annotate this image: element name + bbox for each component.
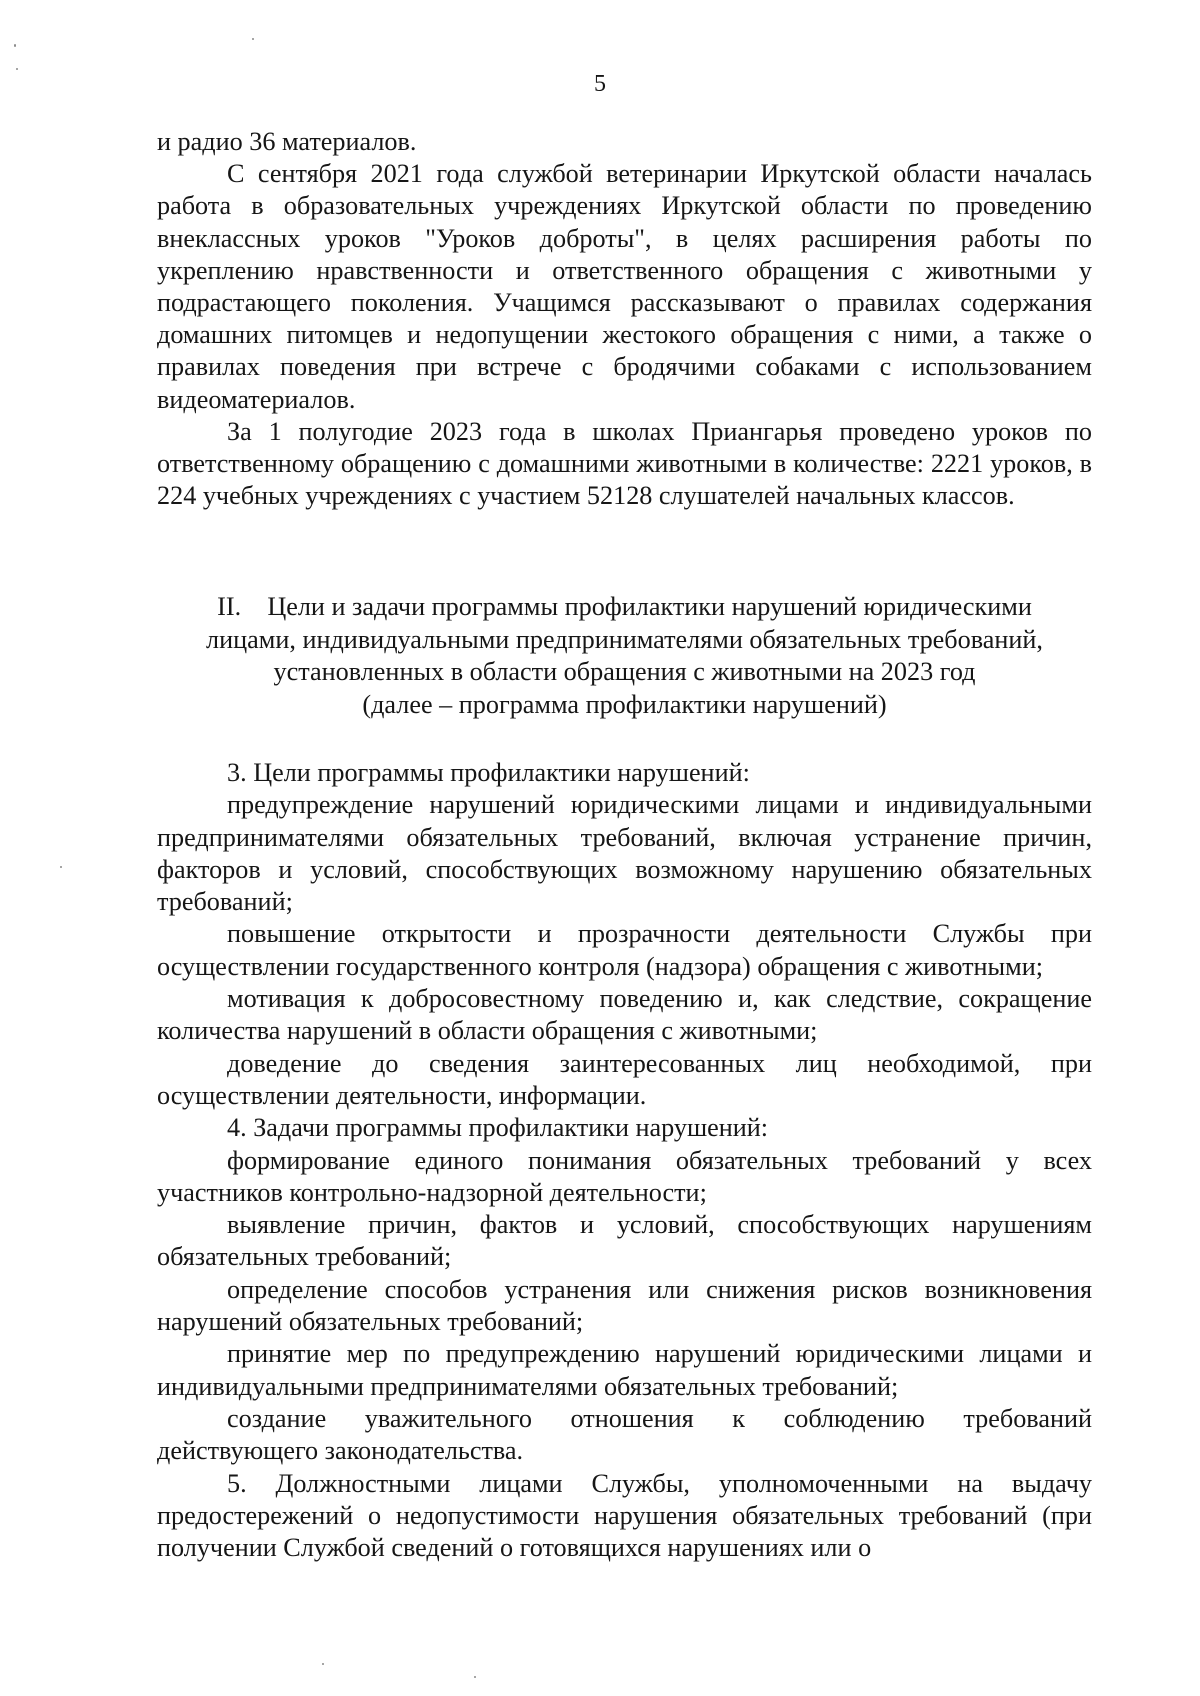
paragraph: создание уважительного отношения к соблюдению требований действующего законодательства.: [157, 1403, 1092, 1466]
paragraph: мотивация к добросовестному поведению и, как следствие, сокращение количества нарушений в области обращения с животными;: [157, 984, 1092, 1046]
scan-speck: [322, 1663, 324, 1665]
paragraph: определение способов устранения или снижения рисков возникновения нарушений обязательных требований;: [157, 1274, 1092, 1337]
paragraph: принятие мер по предупреждению нарушений юридическими лицами и индивидуальными предпринимателями обязательных требований;: [157, 1339, 1092, 1401]
page-number: 5: [594, 71, 606, 97]
paragraph: 3. Цели программы профилактики нарушений:: [227, 758, 750, 787]
paragraph: повышение открытости и прозрачности деятельности Службы при осуществлении государственного контроля (надзора) обращения с животными;: [157, 919, 1092, 981]
paragraph: формирование единого понимания обязательных требований у всех участников контрольно-надзорной деятельности;: [157, 1145, 1092, 1207]
paragraph: выявление причин, фактов и условий, способствующих нарушениям обязательных требований;: [157, 1210, 1092, 1272]
scan-speck: [14, 44, 16, 47]
section-text-block: [157, 757, 1092, 1564]
paragraph: С сентября 2021 года службой ветеринарии Иркутской области началась работа в образовательных учреждениях Иркутской области по проведению внеклассных уроков "Уроков доброты", в целях расширения работы по укреплению нравственности и ответственного обращения с животными у подрастающего поколения. Учащимся рассказывают о правилах содержания домашних питомцев и недопущении жестокого обращения с ними, а также о правилах поведения при встрече с бродячими собаками с использованием видеоматериалов.: [157, 159, 1092, 414]
paragraph: За 1 полугодие 2023 года в школах Приангарья проведено уроков по ответственному обращению с домашними животными в количестве: 2221 уроков, в 224 учебных учреждениях с участием 52128 слушателей начальных классов.: [157, 416, 1092, 511]
paragraph: и радио 36 материалов.: [157, 127, 417, 156]
paragraph: 5. Должностными лицами Службы, уполномоченными на выдачу предостережений о недопустимости нарушения обязательных требований (при получении Службой сведений о готовящихся нарушениях или о: [157, 1468, 1092, 1563]
scan-speck: [252, 38, 254, 40]
paragraph: 4. Задачи программы профилактики нарушений:: [227, 1113, 769, 1143]
paragraph: предупреждение нарушений юридическими лицами и индивидуальными предпринимателями обязательных требований, включая устранение причин, факторов и условий, способствующих возможному нарушению обязательных требований;: [157, 790, 1092, 917]
paragraph: доведение до сведения заинтересованных лиц необходимой, при осуществлении деятельности, информации.: [157, 1048, 1092, 1110]
heading-line: II. Цели и задачи программы профилактики нарушений юридическими: [217, 592, 1032, 621]
heading-line: установленных в области обращения с животными на 2023 год: [273, 657, 976, 687]
section-heading: [157, 591, 1092, 721]
intro-text-block: [157, 126, 1092, 512]
scan-speck: [474, 1676, 476, 1678]
heading-line: (далее – программа профилактики нарушений): [362, 689, 887, 719]
scan-speck: [60, 866, 62, 868]
heading-line: лицами, индивидуальными предпринимателями обязательных требований,: [206, 624, 1043, 654]
